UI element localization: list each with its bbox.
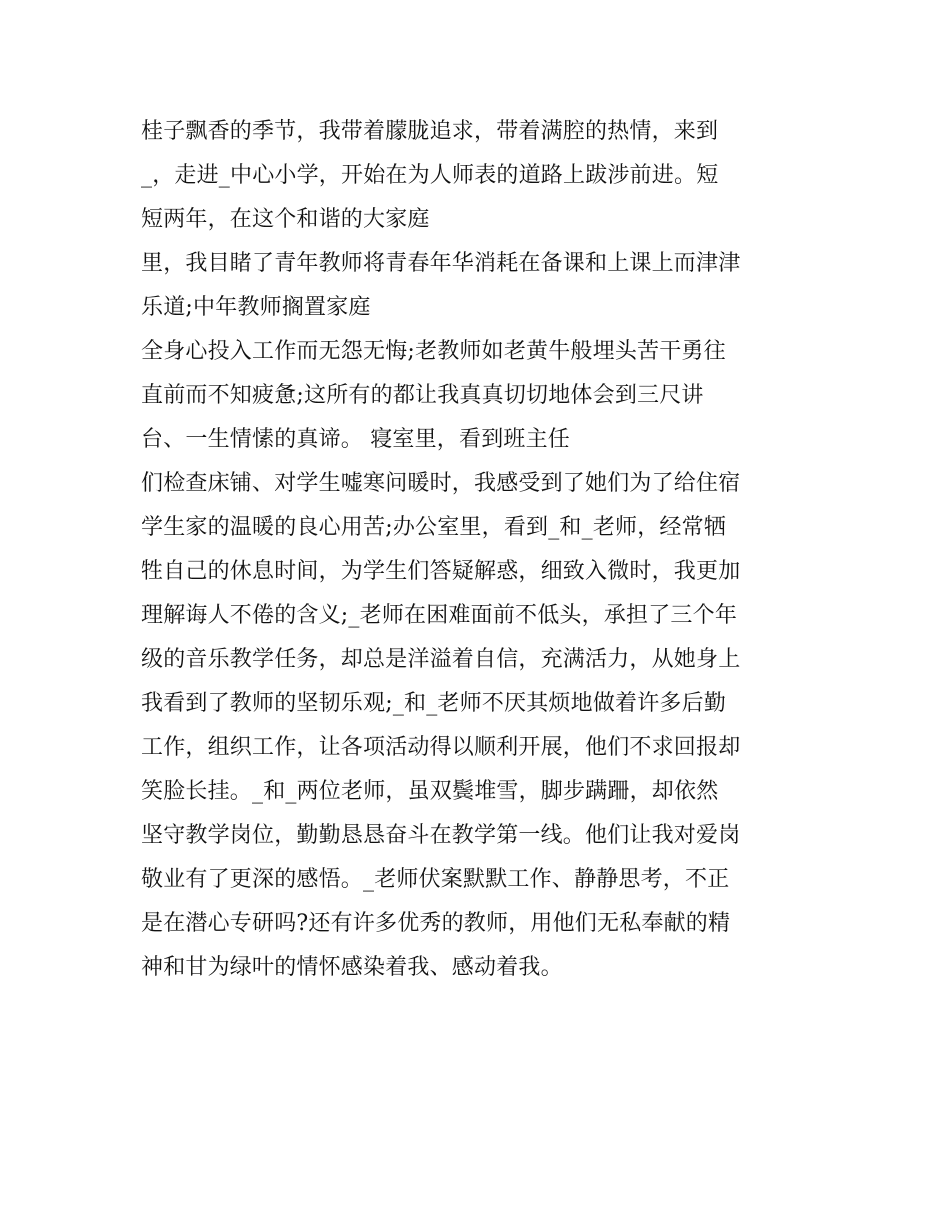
body-text xyxy=(141,110,831,990)
text-line-14: 我看到了教师的坚韧乐观;_和_老师不厌其烦地做着许多后勤 xyxy=(141,691,727,716)
text-line-8: 台、一生情愫的真谛。 寝室里，看到班主任 xyxy=(141,427,570,452)
text-line-15: 工作，组织工作，让各项活动得以顺利开展，他们不求回报却 xyxy=(141,735,741,760)
text-line-16: 笑脸长挂。_和_两位老师，虽双鬓堆雪，脚步蹒跚，却依然 xyxy=(141,779,719,804)
text-line-1: 桂子飘香的季节，我带着朦胧追求，带着满腔的热情，来到 xyxy=(141,119,719,144)
text-line-6: 全身心投入工作而无怨无悔;老教师如老黄牛般埋头苦干勇往 xyxy=(141,339,726,364)
text-line-3: 短两年，在这个和谐的大家庭 xyxy=(141,207,430,232)
text-line-10: 学生家的温暖的良心用苦;办公室里，看到_和_老师，经常牺 xyxy=(141,515,727,540)
text-line-2: _，走进_中心小学，开始在为人师表的道路上跋涉前进。短 xyxy=(141,163,719,188)
text-line-4: 里，我目睹了青年教师将青春年华消耗在备课和上课上而津津 xyxy=(141,251,741,276)
text-line-19: 是在潜心专研吗?还有许多优秀的教师，用他们无私奉献的精 xyxy=(141,911,731,936)
text-line-13: 级的音乐教学任务，却总是洋溢着自信，充满活力，从她身上 xyxy=(141,647,741,672)
text-line-17: 坚守教学岗位，勤勤恳恳奋斗在教学第一线。他们让我对爱岗 xyxy=(141,823,741,848)
text-line-18: 敬业有了更深的感悟。_老师伏案默默工作、静静思考，不正 xyxy=(141,867,730,892)
text-line-7: 直前而不知疲惫;这所有的都让我真真切切地体会到三尺讲 xyxy=(141,383,704,408)
text-line-20: 神和甘为绿叶的情怀感染着我、感动着我。 xyxy=(141,955,563,980)
text-line-5: 乐道;中年教师搁置家庭 xyxy=(141,295,371,320)
text-line-11: 牲自己的休息时间，为学生们答疑解惑，细致入微时，我更加 xyxy=(141,559,741,584)
text-line-9: 们检查床铺、对学生嘘寒问暖时，我感受到了她们为了给住宿 xyxy=(141,471,741,496)
text-line-12: 理解诲人不倦的含义;_老师在困难面前不低头，承担了三个年 xyxy=(141,603,738,628)
